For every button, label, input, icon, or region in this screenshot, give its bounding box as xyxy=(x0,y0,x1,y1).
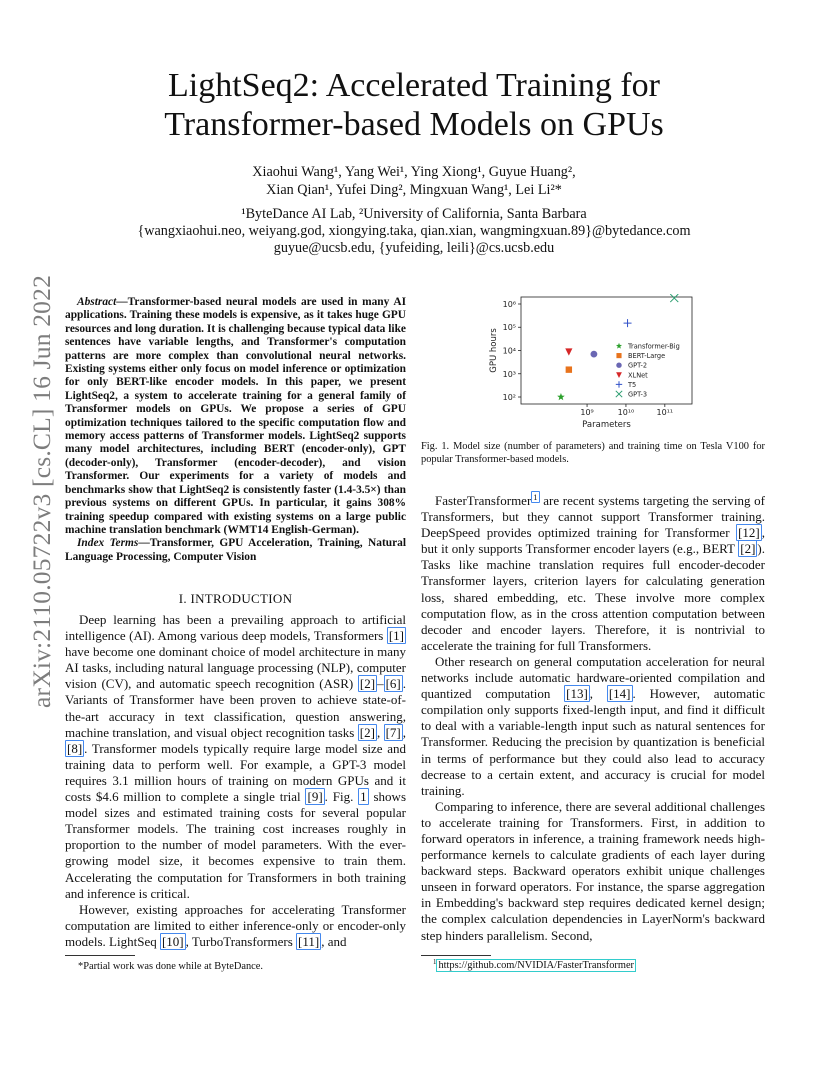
paragraph-text: are recent systems targeting the serving of Transformers, but they cannot support Transformer training. DeepSpeed provides optimized training for Transformer xyxy=(421,493,765,541)
y-tick-label: 10⁶ xyxy=(502,299,516,309)
affiliation: ¹ByteDance AI Lab, ²University of California, Santa Barbara xyxy=(241,206,587,222)
citation-link[interactable]: [1] xyxy=(388,628,404,644)
data-point xyxy=(670,294,678,302)
citation-link[interactable]: [11] xyxy=(298,933,320,949)
y-tick-label: 10⁴ xyxy=(502,346,516,356)
citation-link[interactable]: [9] xyxy=(307,789,323,805)
right-column-body xyxy=(421,493,765,944)
data-point xyxy=(566,366,572,372)
paragraph-text: . Fig. xyxy=(324,789,359,805)
footnote-link[interactable]: 1 xyxy=(533,492,538,503)
paragraph-text: . Variants of Transformer have been proven to achieve state-of-the-art accuracy in text classification, question answering, machine translation, and visual object recognition tasks xyxy=(65,676,406,740)
paragraph-text: FasterTransformer xyxy=(435,493,532,508)
paragraph-text: , and xyxy=(321,933,347,949)
citation-link[interactable]: [13] xyxy=(566,686,588,702)
citation-link[interactable]: [2] xyxy=(359,676,376,692)
data-point xyxy=(565,348,572,355)
paragraph-text: . Transformer models typically require large model size and training data to perform well. For example, a GPT-3 model requires 3.1 million hours of training on modern GPUs and it costs $4.6 million to complete a single trial xyxy=(65,740,406,805)
y-tick-label: 10² xyxy=(502,393,516,403)
paragraph-text: . However, automatic compilation only supports fixed-length input, and find it difficult to deal with a variable-length input such as natural sentences for Transformer. Reducing the precision by quantization is beneficial in terms of performance but they could also lead to accuracy decrease to a certain extent, and accuracy is crucial for model training. xyxy=(421,686,765,798)
paragraph xyxy=(65,902,406,950)
paragraph-text: Comparing to inference, there are several additional challenges to accelerate training for Transformers. First, in addition to forward operators in inference, a training framework needs high-performance kernels to calculate gradients of each layer during backward steps. Backward operators exhibit unique challenges unseen in forward operators. For instance, the sparse aggregation in Embedding's backward step requires dedicated kernel design; the complex calculation dependencies in LayerNorm's backward step hinders parallelism. Second, xyxy=(421,798,765,943)
legend-marker xyxy=(616,381,622,387)
paragraph-text: ). Tasks like machine translation requires full encoder-decoder Transformer layers, criterion layers for calculating generation loss, shared embedding, etc. These involve more complex computation flow, as in the cross attention computation between decoder and encoder layers. Therefore, it is nontrivial to accelerate the training for full Transformers. xyxy=(421,541,765,653)
paper-title-line-1: LightSeq2: Accelerated Training for xyxy=(168,67,660,104)
y-tick-label: 10³ xyxy=(502,369,516,379)
y-tick-label: 10⁵ xyxy=(502,323,516,333)
legend-label: XLNet xyxy=(628,371,648,380)
legend-label: T5 xyxy=(628,380,637,389)
data-point xyxy=(591,351,598,358)
paper-title-line-2: Transformer-based Models on GPUs xyxy=(164,106,664,143)
authors-line-2: Xian Qian¹, Yufei Ding², Mingxuan Wang¹, Lei Li²* xyxy=(266,182,562,198)
paragraph-text: , but it only supports Transformer encoder layers (e.g., BERT xyxy=(421,525,765,557)
x-tick-label: 10⁹ xyxy=(580,408,594,417)
index-terms-lead: Index Terms xyxy=(77,537,139,550)
x-tick-label: 10¹¹ xyxy=(656,408,674,417)
x-tick-label: 10¹⁰ xyxy=(617,408,635,417)
legend-marker xyxy=(616,372,622,378)
left-footnote: *Partial work was done while at ByteDance. xyxy=(78,961,263,972)
y-axis-label: GPU hours xyxy=(489,328,499,373)
citation-link[interactable]: [2] xyxy=(740,541,756,557)
legend-marker xyxy=(616,391,622,397)
legend-label: Transformer-Big xyxy=(628,342,680,351)
legend-label: BERT-Large xyxy=(628,352,666,361)
legend-label: GPT-3 xyxy=(628,390,648,399)
figure-1-chart xyxy=(484,294,704,430)
paragraph xyxy=(421,654,765,799)
paragraph-text: , xyxy=(402,724,407,740)
citation-link[interactable]: [2] xyxy=(359,724,375,740)
paragraph xyxy=(421,799,765,944)
paragraph-text: Deep learning has been a prevailing approach to artificial intelligence (AI). Among various deep models, Transformers xyxy=(65,612,406,644)
emails-line-1: {wangxiaohui.neo, weiyang.god, xiongying.taka, qian.xian, wangmingxuan.89}@bytedance.com xyxy=(137,223,691,239)
arxiv-identifier-stamp xyxy=(20,274,60,710)
left-column-body xyxy=(65,612,406,950)
paragraph-text: , TurboTransformers xyxy=(185,933,297,949)
citation-link[interactable]: 1 xyxy=(360,789,367,805)
citation-link[interactable]: [6] xyxy=(385,676,401,692)
plot-frame xyxy=(521,297,692,404)
paragraph-text: However, existing approaches for accelerating Transformer computation are limited to either inference-only or encoder-only models. LightSeq xyxy=(65,901,406,949)
paragraph-text: – xyxy=(377,676,384,692)
x-axis-label: Parameters xyxy=(582,420,631,430)
paragraph-text: Other research on general computation acceleration for neural networks include automatic hardware-oriented compilation and quantized computation xyxy=(421,653,765,702)
abstract xyxy=(65,296,406,564)
citation-link[interactable]: [14] xyxy=(608,686,631,702)
paragraph xyxy=(421,493,765,654)
abstract-lead: Abstract xyxy=(77,296,117,308)
arxiv-identifier: arXiv:2110.05722v3 [cs.CL] 16 Jun 2022 xyxy=(27,274,56,708)
paragraph-text: shows model sizes and estimated training costs for several popular Transformer models. The training cost increases roughly in proportion to the number of model parameters. With the ever-growing model size, it becomes expensive to train them. Accelerating the computation for Transformers in both training and inference is critical. xyxy=(65,789,407,901)
citation-link[interactable]: [10] xyxy=(161,933,184,949)
data-point xyxy=(624,319,632,327)
footnote-url-link[interactable]: https://github.com/NVIDIA/FasterTransformer xyxy=(438,960,635,971)
index-terms-text: —Transformer, GPU Acceleration, Training, Natural Language Processing, Computer Vision xyxy=(65,537,406,563)
abstract-text: —Transformer-based neural models are used in many AI applications. Training these models is expensive, as it takes huge GPU resources and long duration. It is challenging because typical data like sentences have variable lengths, and Transformer's computation patterns are more complex than convolutional neural networks. Existing systems either only focus on model inference or optimization for only BERT-like encoder models. In this paper, we present LightSeq2, a system to accelerate training for a general family of Transformer models on GPUs. We propose a series of GPU optimization techniques tailored to the specific computation flow and memory access patterns of Transformer models. LightSeq2 supports many model architectures, including BERT (encoder-only), GPT (decoder-only), Transformer (encoder-decoder), and vision Transformer. Our experiments for a variety of models and benchmarks show that LightSeq2 is consistently faster (1.4-3.5×) than previous systems on different GPUs. In particular, it gains 308% training speedup compared with existing systems on a large public machine translation benchmark (WMT14 English-German). xyxy=(65,296,406,536)
figure-1-caption: Fig. 1. Model size (number of parameters) and training time on Tesla V100 for popular Transformer-based models. xyxy=(421,441,765,465)
legend-label: GPT-2 xyxy=(628,361,648,370)
emails-line-2: guyue@ucsb.edu, {yufeiding, leili}@cs.ucsb.edu xyxy=(273,240,555,256)
section-heading-introduction: I. INTRODUCTION xyxy=(178,591,293,606)
footnote-rule xyxy=(65,955,135,956)
paragraph xyxy=(65,612,406,902)
authors-line-1: Xiaohui Wang¹, Yang Wei¹, Ying Xiong¹, Guyue Huang², xyxy=(252,164,576,180)
legend-marker xyxy=(616,343,622,349)
right-footnote-mark: 1 xyxy=(433,959,437,967)
paragraph-text: , xyxy=(376,724,384,740)
legend-marker xyxy=(616,362,621,367)
citation-link[interactable]: [8] xyxy=(67,740,83,756)
legend-marker xyxy=(616,353,621,358)
citation-link[interactable]: [7] xyxy=(385,724,401,740)
right-footnote xyxy=(433,960,636,972)
data-point xyxy=(557,393,565,400)
paragraph-text: , xyxy=(589,686,607,702)
paragraph-text: have become one dominant choice of model architecture in many AI tasks, including natural language processing (NLP), computer vision (CV), and automatic speech recognition (ASR) xyxy=(65,644,406,692)
citation-link[interactable]: [12] xyxy=(738,525,760,541)
footnote-rule-right xyxy=(421,955,491,956)
